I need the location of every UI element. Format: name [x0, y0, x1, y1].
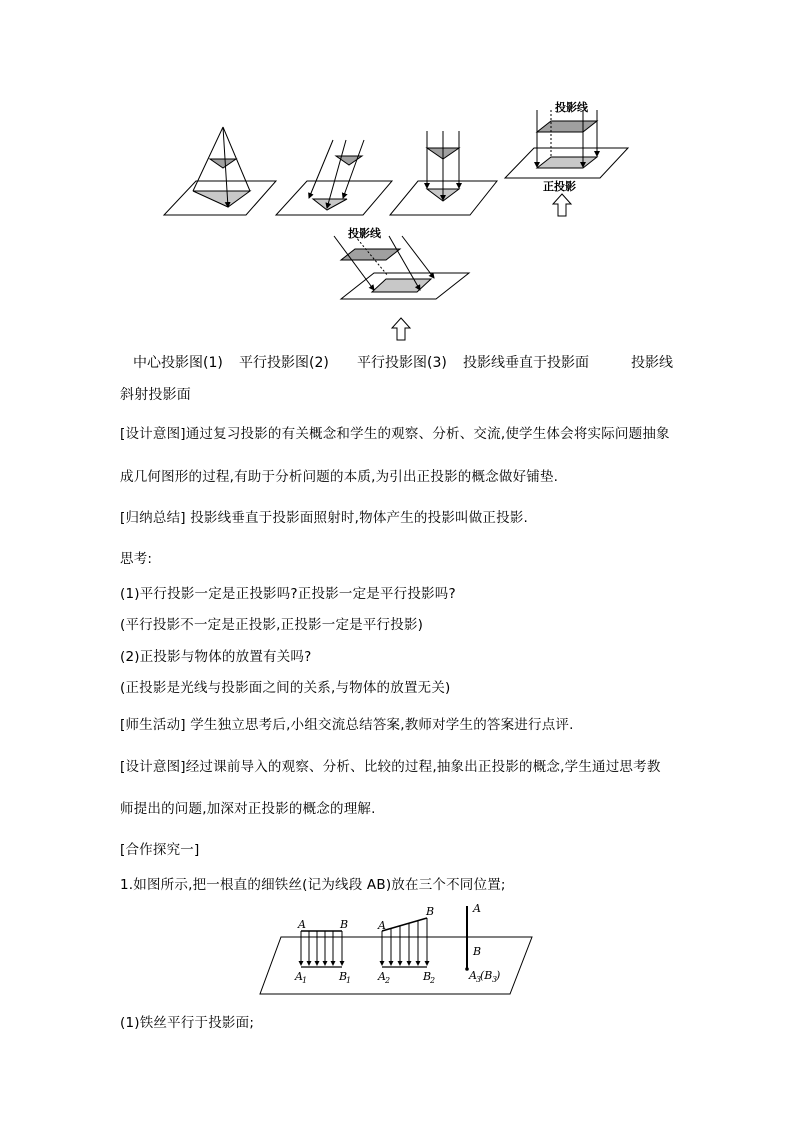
- orthographic-projection-figure: [505, 100, 628, 216]
- up-arrow-icon: [392, 318, 410, 340]
- summary-paragraph: [归纳总结] 投影线垂直于投影面照射时,物体产生的投影叫做正投影.: [120, 510, 529, 526]
- exercise-1-part-1: (1)铁丝平行于投影面;: [120, 1015, 255, 1031]
- label-A3-sub: 3: [476, 975, 482, 984]
- central-projection-figure: [164, 127, 276, 215]
- design-intent-line-2: 成几何图形的过程,有助于分析问题的本质,为引出正投影的概念做好铺垫.: [120, 469, 559, 485]
- caption-5a: 投影线: [631, 355, 673, 371]
- label-B1-sub: 1: [346, 976, 352, 985]
- label-B-pos2: B: [426, 905, 435, 918]
- question-2: (2)正投影与物体的放置有关吗?: [120, 649, 312, 665]
- label-B1: B: [339, 970, 348, 983]
- parallel-projection-oblique-figure: [276, 140, 392, 215]
- projection-figures: [0, 0, 794, 345]
- caption-5b: 斜射投影面: [120, 387, 191, 403]
- fig-label-orth-proj: 正投影: [543, 180, 576, 193]
- parallel-projection-vertical-figure: [390, 131, 497, 215]
- label-A2-sub: 2: [385, 976, 391, 985]
- label-B3: (B: [480, 969, 493, 982]
- label-A: A: [298, 918, 306, 931]
- design-intent-2-line-2: 师提出的问题,加深对正投影的概念的理解.: [120, 801, 376, 817]
- question-1: (1)平行投影一定是正投影吗?正投影一定是平行投影吗?: [120, 586, 456, 602]
- label-B3-close: ): [496, 969, 501, 982]
- answer-2: (正投影是光线与投影面之间的关系,与物体的放置无关): [120, 680, 451, 696]
- oblique-projection-figure: [334, 226, 469, 340]
- caption-2: 平行投影图(2): [239, 355, 329, 371]
- cooperative-inquiry-heading: [合作探究一]: [120, 842, 200, 858]
- label-B: B: [340, 918, 349, 931]
- fig-label-proj-line-top: 投影线: [555, 101, 588, 114]
- label-B3-sub: 3: [492, 975, 498, 984]
- caption-3: 平行投影图(3): [357, 355, 447, 371]
- exercise-1-intro: 1.如图所示,把一根直的细铁丝(记为线段 AB)放在三个不同位置;: [120, 877, 506, 893]
- label-A-pos2: A: [378, 919, 386, 932]
- label-B-pos3: B: [473, 945, 482, 958]
- answer-1: (平行投影不一定是正投影,正投影一定是平行投影): [120, 617, 424, 633]
- up-arrow-icon: [553, 194, 571, 216]
- think-heading: 思考:: [120, 551, 153, 567]
- design-intent-line-1: [设计意图]通过复习投影的有关概念和学生的观察、分析、交流,使学生体会将实际问题抽象: [120, 426, 670, 442]
- label-A3: A: [469, 969, 477, 982]
- label-A1: A: [295, 970, 303, 983]
- label-A-pos3: A: [473, 902, 481, 915]
- label-B2-sub: 2: [430, 976, 436, 985]
- caption-4: 投影线垂直于投影面: [463, 355, 589, 371]
- design-intent-2-line-1: [设计意图]经过课前导入的观察、分析、比较的过程,抽象出正投影的概念,学生通过思考教: [120, 759, 661, 775]
- fig-label-proj-line-bottom: 投影线: [348, 227, 381, 240]
- teacher-student-activity: [师生活动] 学生独立思考后,小组交流总结答案,教师对学生的答案进行点评.: [120, 717, 574, 733]
- label-B2: B: [423, 970, 432, 983]
- label-A2: A: [378, 970, 386, 983]
- wire-projection-figure: [255, 898, 545, 1000]
- caption-1: 中心投影图(1): [133, 355, 223, 371]
- label-A1-sub: 1: [302, 976, 308, 985]
